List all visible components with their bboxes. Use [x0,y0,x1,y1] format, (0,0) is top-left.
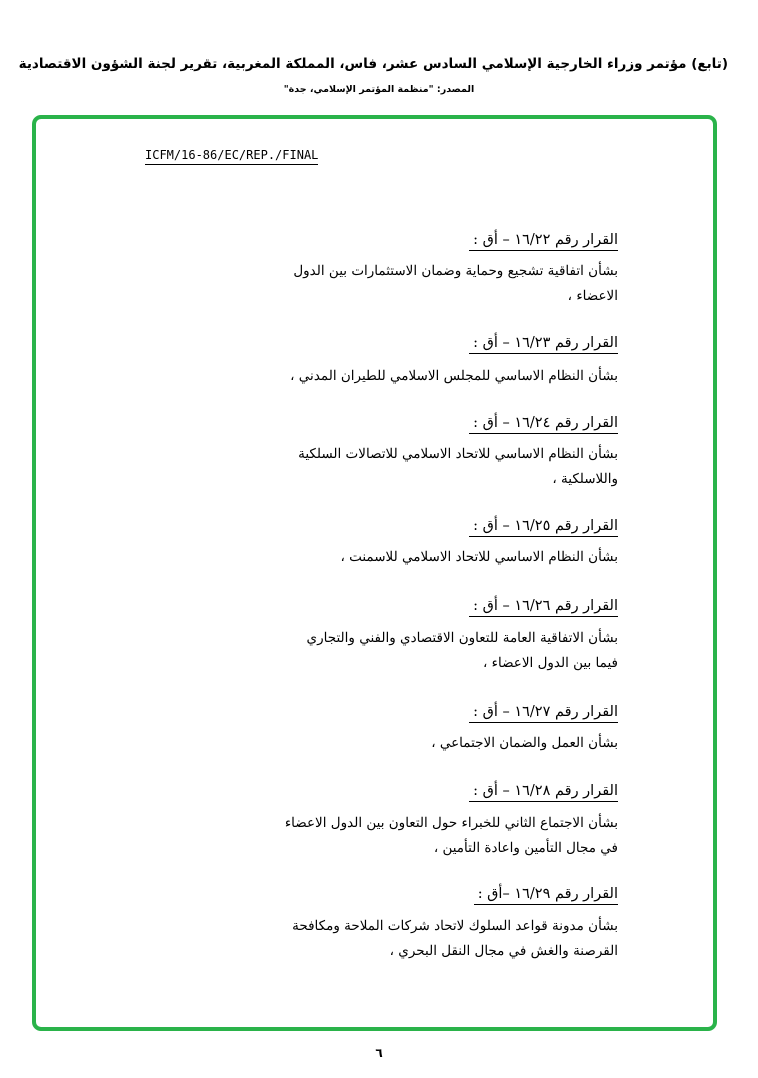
resolution-subject-line: واللاسلكية ، [552,471,618,487]
resolution-heading: القرار رقم ١٦/٢٨ – أق : [469,782,618,802]
resolution-subject-line: بشأن العمل والضمان الاجتماعي ، [431,735,618,751]
resolution-heading: القرار رقم ١٦/٢٥ – أق : [469,517,618,537]
resolution-subject [158,731,618,756]
resolution-subject-line: فيما بين الدول الاعضاء ، [482,655,618,671]
resolution-subject-line: بشأن النظام الاساسي للمجلس الاسلامي للطيران المدني ، [290,368,618,384]
resolution-subject [158,811,618,861]
resolution-subject [158,364,618,389]
page-number: ٦ [375,1046,383,1060]
resolution-subject-line: بشأن الاجتماع الثاني للخبراء حول التعاون بين الدول الاعضاء [284,815,618,831]
resolution-heading: القرار رقم ١٦/٢٧ – أق : [469,703,618,723]
resolution-subject [158,545,618,570]
resolution-subject-line: بشأن مدونة قواعد السلوك لاتحاد شركات الملاحة ومكافحة [292,918,618,934]
resolution-subject-line: بشأن النظام الاساسي للاتحاد الاسلامي للاتصالات السلكية [298,446,618,462]
resolution-subject-line: بشأن اتفاقية تشجيع وحماية وضمان الاستثمارات بين الدول [293,263,618,279]
page-header-source: المصدر: "منظمة المؤتمر الإسلامي، جدة" [283,84,475,95]
page-header-title: (تابع) مؤتمر وزراء الخارجية الإسلامي السادس عشر، فاس، المملكة المغربية، تقرير لجنة الشؤون الاقتصادية [18,56,728,72]
resolution-heading: القرار رقم ١٦/٢٤ – أق : [469,414,618,434]
resolution-subject-line: القرصنة والغش في مجال النقل البحري ، [389,943,618,959]
resolution-subject-line: الاعضاء ، [567,288,618,304]
resolution-subject [158,914,618,964]
resolution-subject [158,626,618,676]
resolution-subject [158,259,618,309]
resolution-heading: القرار رقم ١٦/٢٦ – أق : [469,597,618,617]
document-reference: ICFM/16-86/EC/REP./FINAL [145,147,318,165]
resolution-subject-line: بشأن النظام الاساسي للاتحاد الاسلامي للاسمنت ، [340,549,618,565]
resolution-subject-line: بشأن الاتفاقية العامة للتعاون الاقتصادي والفني والتجاري [306,630,618,646]
resolution-subject-line: في مجال التأمين واعادة التأمين ، [433,840,618,856]
resolution-subject [158,442,618,492]
resolution-heading: القرار رقم ١٦/٢٩ –أق : [474,885,618,905]
resolution-heading: القرار رقم ١٦/٢٣ – أق : [469,334,618,354]
resolution-heading: القرار رقم ١٦/٢٢ – أق : [469,231,618,251]
